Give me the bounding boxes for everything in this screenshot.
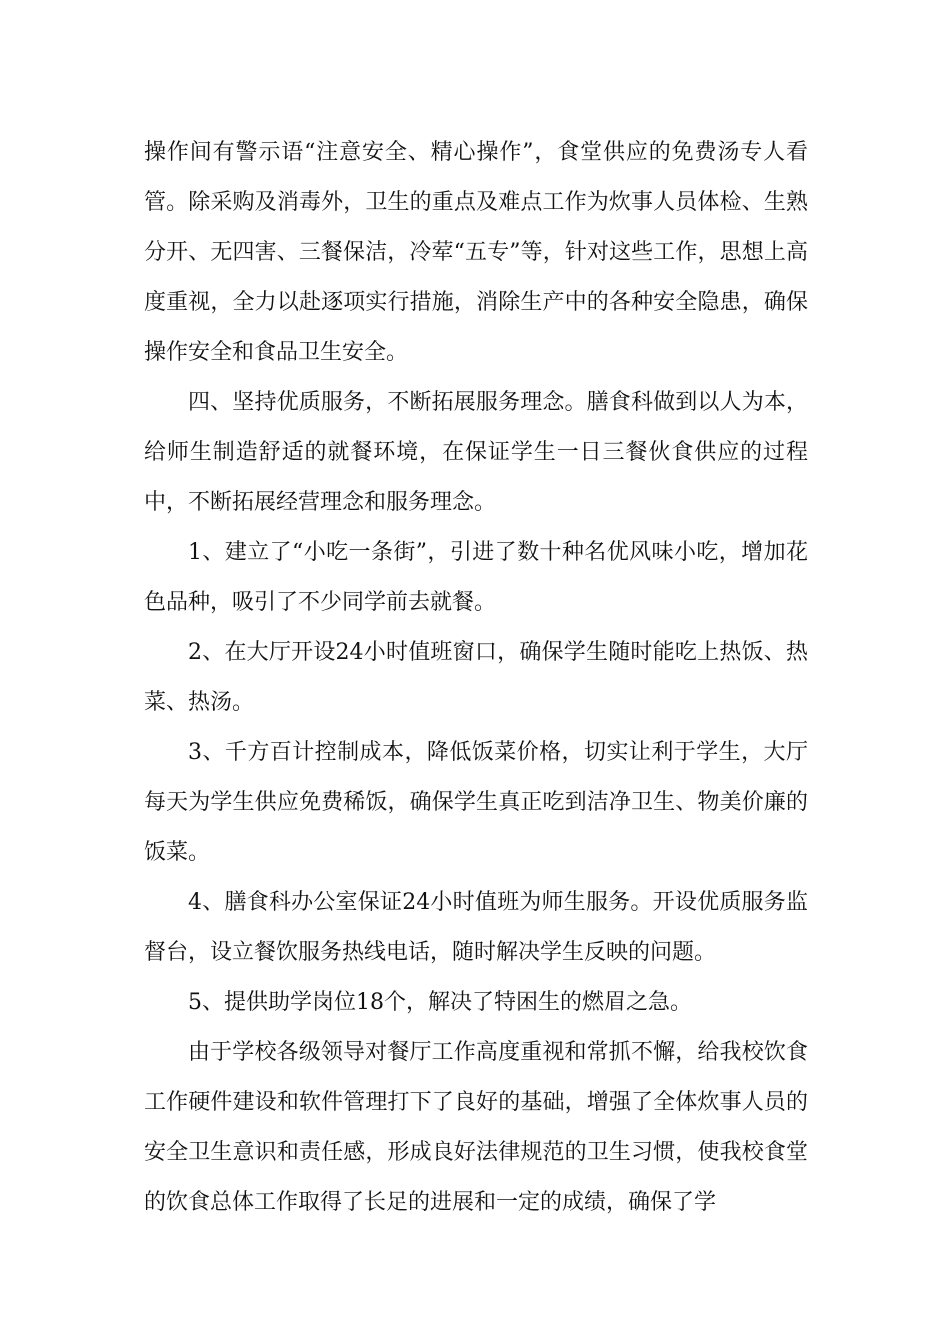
paragraph-section-four: 四、坚持优质服务，不断拓展服务理念。膳食科做到以人为本，给师生制造舒适的就餐环境，在保证学生一日三餐伙食供应的过程中，不断拓展经营理念和服务理念。 bbox=[144, 390, 808, 515]
paragraph-item-3: 3、千方百计控制成本，降低饭菜价格，切实让利于学生，大厅每天为学生供应免费稀饭，确保学生真正吃到洁净卫生、物美价廉的饭菜。 bbox=[144, 740, 808, 865]
paragraph-continuation: 操作间有警示语“注意安全、精心操作”，食堂供应的免费汤专人看管。除采购及消毒外，卫生的重点及难点工作为炊事人员体检、生熟分开、无四害、三餐保洁，冷荤“五专”等，针对这些工作，思想上高度重视，全力以赴逐项实行措施，消除生产中的各种安全隐患，确保操作安全和食品卫生安全。 bbox=[144, 140, 808, 365]
paragraph-item-2: 2、在大厅开设24小时值班窗口，确保学生随时能吃上热饭、热菜、热汤。 bbox=[144, 640, 808, 715]
paragraph-conclusion: 由于学校各级领导对餐厅工作高度重视和常抓不懈，给我校饮食工作硬件建设和软件管理打下了良好的基础，增强了全体炊事人员的安全卫生意识和责任感，形成良好法律规范的卫生习惯，使我校食堂的饮食总体工作取得了长足的进展和一定的成绩，确保了学 bbox=[144, 1040, 808, 1215]
document-body bbox=[144, 128, 808, 1228]
paragraph-item-4: 4、膳食科办公室保证24小时值班为师生服务。开设优质服务监督台，设立餐饮服务热线电话，随时解决学生反映的问题。 bbox=[144, 890, 808, 965]
paragraph-item-5: 5、提供助学岗位18个，解决了特困生的燃眉之急。 bbox=[188, 990, 692, 1015]
paragraph-item-1: 1、建立了“小吃一条街”，引进了数十种名优风味小吃，增加花色品种，吸引了不少同学前去就餐。 bbox=[144, 540, 808, 615]
